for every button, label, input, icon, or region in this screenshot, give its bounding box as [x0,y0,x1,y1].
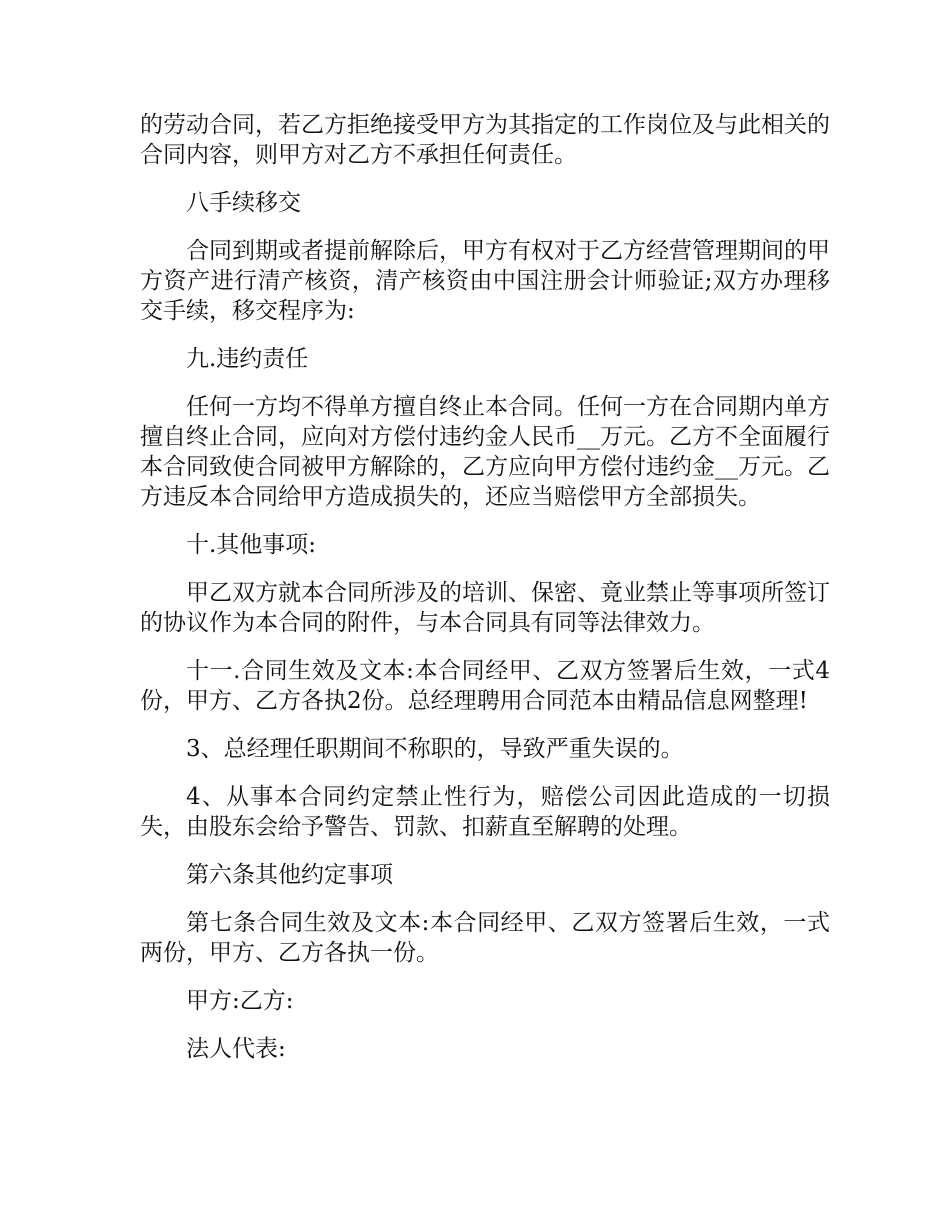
signature-parties: 甲方:乙方: [186,988,294,1014]
section-heading-breach: 九.违约责任 [186,346,309,372]
article-7-paragraph: 第七条合同生效及文本:本合同经甲、乙双方签署后生效，一式两份，甲方、乙方各执一份。 [140,910,830,966]
paragraph-continuation: 的劳动合同，若乙方拒绝接受甲方为其指定的工作岗位及与此相关的合同内容，则甲方对乙方不承担任何责任。 [140,112,830,168]
list-item-3: 3、总经理任职期间不称职的，导致严重失误的。 [186,736,684,762]
list-item-4: 4、从事本合同约定禁止性行为，赔偿公司因此造成的一切损失，由股东会给予警告、罚款、扣薪直至解聘的处理。 [140,784,830,840]
document-body [140,110,830,1082]
section-heading-handover: 八手续移交 [186,190,301,216]
paragraph-effectiveness: 十一.合同生效及文本:本合同经甲、乙双方签署后生效，一式4份，甲方、乙方各执2份。总经理聘用合同范本由精品信息网整理! [140,658,830,714]
paragraph-handover: 合同到期或者提前解除后，甲方有权对于乙方经营管理期间的甲方资产进行清产核资，清产核资由中国注册会计师验证;双方办理移交手续，移交程序为: [140,238,830,324]
legal-representative: 法人代表: [186,1036,286,1062]
paragraph-other-matters: 甲乙双方就本合同所涉及的培训、保密、竟业禁止等事项所签订的协议作为本合同的附件，与本合同具有同等法律效力。 [140,580,830,636]
section-heading-other-matters: 十.其他事项: [186,532,317,558]
article-6-heading: 第六条其他约定事项 [186,862,393,888]
paragraph-breach: 任何一方均不得单方擅自终止本合同。任何一方在合同期内单方擅自终止合同，应向对方偿付违约金人民币__万元。乙方不全面履行本合同致使合同被甲方解除的，乙方应向甲方偿付违约金__万元。乙方违反本合同给甲方造成损失的，还应当赔偿甲方全部损失。 [140,394,830,510]
